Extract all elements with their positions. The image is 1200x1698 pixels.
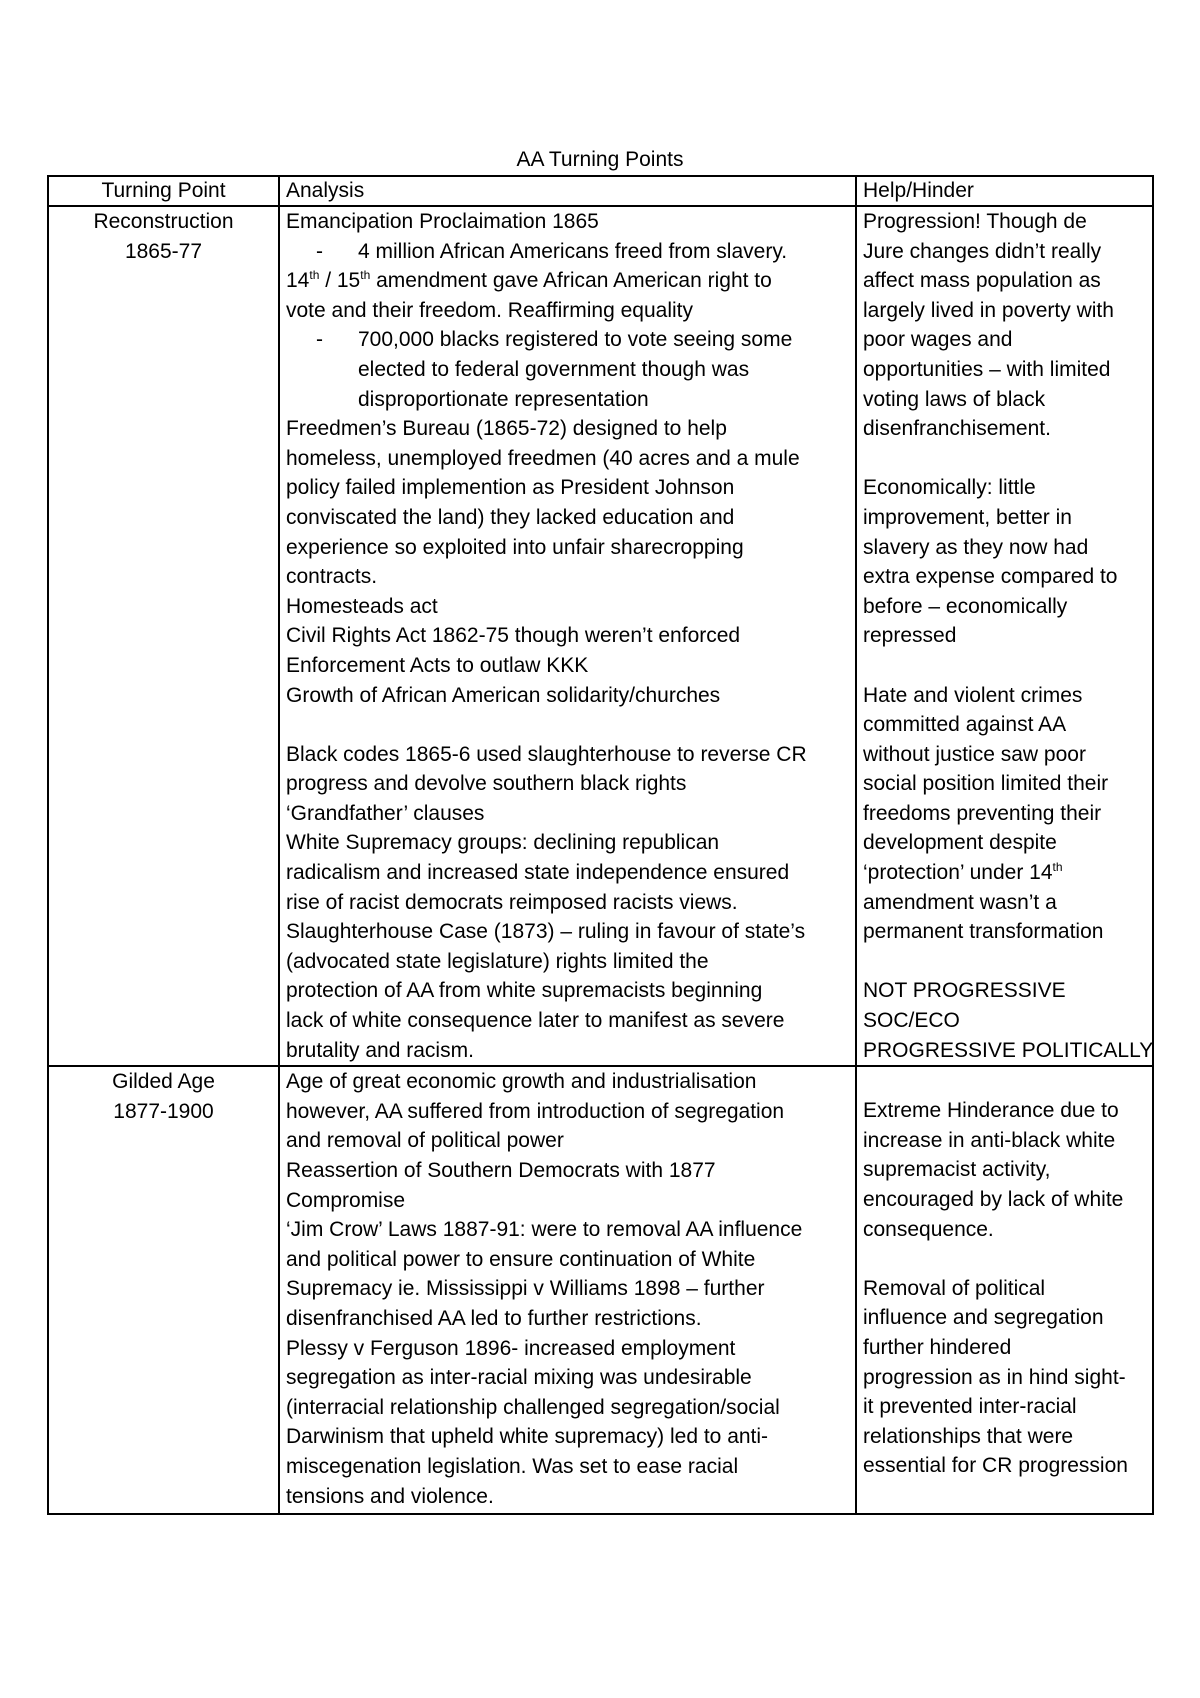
analysis-line: (interracial relationship challenged segregation/social — [286, 1395, 780, 1419]
analysis-line: Homesteads act — [286, 594, 438, 618]
help-line: development despite — [863, 831, 1057, 855]
analysis-line: Emancipation Proclaimation 1865 — [286, 210, 599, 233]
turning-point-cell — [48, 206, 279, 1066]
turning-point-years: 1877-1900 — [113, 1099, 214, 1123]
help-line: supremacist activity, — [863, 1158, 1051, 1182]
table-header-row — [48, 176, 1153, 206]
analysis-cell — [279, 1066, 856, 1514]
analysis-line: segregation as inter-racial mixing was undesirable — [286, 1366, 752, 1390]
bullet-text: 4 million African Americans freed from slavery. — [358, 239, 788, 263]
header-turning-point: Turning Point — [48, 176, 279, 206]
help-line: opportunities – with limited — [863, 357, 1111, 381]
help-line: disenfranchisement. — [863, 417, 1051, 441]
analysis-line: progress and devolve southern black rights — [286, 772, 687, 796]
help-line: freedoms preventing their — [863, 801, 1102, 825]
help-line: permanent transformation — [863, 920, 1104, 944]
table-row — [48, 1066, 1153, 1514]
analysis-line: White Supremacy groups: declining republican — [286, 831, 720, 855]
superscript: th — [1052, 860, 1063, 875]
help-line: Economically: little — [863, 476, 1036, 500]
dash-bullet: - — [316, 239, 323, 263]
help-line: slavery as they now had — [863, 535, 1089, 559]
analysis-line: Growth of African American solidarity/churches — [286, 683, 721, 707]
help-line: improvement, better in — [863, 505, 1072, 529]
help-line: increase in anti-black white — [863, 1128, 1116, 1152]
analysis-line: Reassertion of Southern Democrats with 1877 — [286, 1159, 716, 1182]
analysis-line: Black codes 1865-6 used slaughterhouse to reverse CR — [286, 742, 807, 766]
help-line: voting laws of black — [863, 387, 1046, 411]
help-text: ‘protection’ under 14 — [863, 861, 1053, 885]
bullet-continuation — [286, 385, 849, 415]
table-row — [48, 206, 1153, 1066]
analysis-line: (advocated state legislature) rights limited the — [286, 949, 709, 973]
help-line: poor wages and — [863, 328, 1013, 352]
superscript: th — [309, 268, 320, 283]
help-line: Jure changes didn’t really — [863, 239, 1102, 263]
superscript: th — [360, 268, 371, 283]
analysis-line: miscegenation legislation. Was set to ease racial — [286, 1454, 739, 1478]
help-line: SOC/ECO — [863, 1009, 960, 1033]
turning-point-cell — [48, 1066, 279, 1514]
help-line: extra expense compared to — [863, 565, 1118, 589]
help-line: amendment wasn’t a — [863, 890, 1057, 914]
help-line: essential for CR progression — [863, 1454, 1128, 1478]
help-line — [863, 858, 1146, 888]
analysis-line: however, AA suffered from introduction of segregation — [286, 1099, 785, 1123]
turning-point-years: 1865-77 — [124, 239, 203, 263]
help-line: it prevented inter-racial — [863, 1395, 1077, 1419]
help-hinder-cell — [856, 206, 1153, 1066]
analysis-line: Enforcement Acts to outlaw KKK — [286, 653, 589, 677]
blank-line — [863, 1244, 1146, 1274]
help-line: PROGRESSIVE POLITICALLY — [863, 1038, 1154, 1062]
bullet-item — [286, 237, 849, 267]
analysis-line: protection of AA from white supremacists beginning — [286, 979, 763, 1003]
header-analysis: Analysis — [279, 176, 856, 206]
analysis-line: policy failed implemention as President Johnson — [286, 476, 735, 500]
analysis-line — [286, 266, 849, 296]
analysis-line: vote and their freedom. Reaffirming equality — [286, 298, 693, 322]
help-hinder-cell — [856, 1066, 1153, 1514]
analysis-line: conviscated the land) they lacked education and — [286, 505, 735, 529]
help-line: largely lived in poverty with — [863, 298, 1114, 322]
analysis-line: Age of great economic growth and industrialisation — [286, 1070, 757, 1094]
turning-point-name: Reconstruction — [93, 210, 234, 233]
analysis-cell — [279, 206, 856, 1066]
help-line: before – economically — [863, 594, 1068, 618]
help-line: committed against AA — [863, 713, 1067, 737]
analysis-line: Freedmen’s Bureau (1865-72) designed to help — [286, 417, 727, 441]
bullet-text: elected to federal government though was — [358, 357, 750, 381]
turning-points-table — [47, 175, 1154, 1515]
help-line: Extreme Hinderance due to — [863, 1099, 1119, 1123]
analysis-line: contracts. — [286, 565, 378, 589]
analysis-line: disenfranchised AA led to further restrictions. — [286, 1306, 702, 1330]
help-line: further hindered — [863, 1335, 1012, 1359]
blank-line — [863, 947, 1146, 977]
help-line: social position limited their — [863, 772, 1109, 796]
analysis-line: Civil Rights Act 1862-75 though weren’t enforced — [286, 624, 741, 648]
analysis-line: Supremacy ie. Mississippi v Williams 1898 – further — [286, 1277, 765, 1301]
help-line: consequence. — [863, 1217, 994, 1241]
analysis-line: Slaughterhouse Case (1873) – ruling in favour of state’s — [286, 920, 806, 944]
help-line: relationships that were — [863, 1424, 1074, 1448]
bullet-text: 700,000 blacks registered to vote seeing some — [358, 328, 793, 352]
help-line: repressed — [863, 624, 957, 648]
analysis-line: homeless, unemployed freedmen (40 acres and a mule — [286, 446, 800, 470]
help-line: influence and segregation — [863, 1306, 1104, 1330]
turning-point-name: Gilded Age — [112, 1070, 215, 1094]
analysis-line: and political power to ensure continuation of White — [286, 1247, 756, 1271]
analysis-text: / 15 — [319, 269, 361, 293]
bullet-item — [286, 325, 849, 355]
analysis-text: 14 — [286, 269, 310, 293]
bullet-continuation — [286, 355, 849, 385]
blank-line — [863, 444, 1146, 474]
analysis-line: brutality and racism. — [286, 1038, 474, 1062]
analysis-line: Plessy v Ferguson 1896- increased employment — [286, 1336, 736, 1360]
analysis-line: and removal of political power — [286, 1129, 564, 1153]
blank-line — [863, 651, 1146, 681]
analysis-line: rise of racist democrats reimposed racists views. — [286, 890, 738, 914]
analysis-line: ‘Jim Crow’ Laws 1887-91: were to removal AA influence — [286, 1218, 803, 1242]
help-line: Hate and violent crimes — [863, 683, 1083, 707]
help-line: Progression! Though de — [863, 210, 1087, 233]
analysis-text: amendment gave African American right to — [370, 269, 772, 293]
help-line: Removal of political — [863, 1276, 1046, 1300]
help-line: progression as in hind sight- — [863, 1365, 1126, 1389]
help-line: without justice saw poor — [863, 742, 1086, 766]
help-line: encouraged by lack of white — [863, 1188, 1124, 1211]
analysis-line: lack of white consequence later to manifest as severe — [286, 1009, 785, 1033]
analysis-line: experience so exploited into unfair sharecropping — [286, 535, 744, 559]
analysis-line: tensions and violence. — [286, 1484, 494, 1508]
bullet-text: disproportionate representation — [358, 387, 649, 411]
dash-bullet: - — [316, 328, 323, 352]
analysis-line: Compromise — [286, 1188, 406, 1212]
page-title: AA Turning Points — [516, 148, 684, 171]
analysis-line: Darwinism that upheld white supremacy) led to anti- — [286, 1425, 769, 1449]
blank-line — [286, 710, 849, 740]
help-line: NOT PROGRESSIVE — [863, 979, 1066, 1003]
analysis-line: radicalism and increased state independence ensured — [286, 861, 790, 885]
analysis-line: ‘Grandfather’ clauses — [286, 801, 485, 825]
help-line: affect mass population as — [863, 269, 1101, 293]
header-help-hinder: Help/Hinder — [856, 176, 1153, 206]
